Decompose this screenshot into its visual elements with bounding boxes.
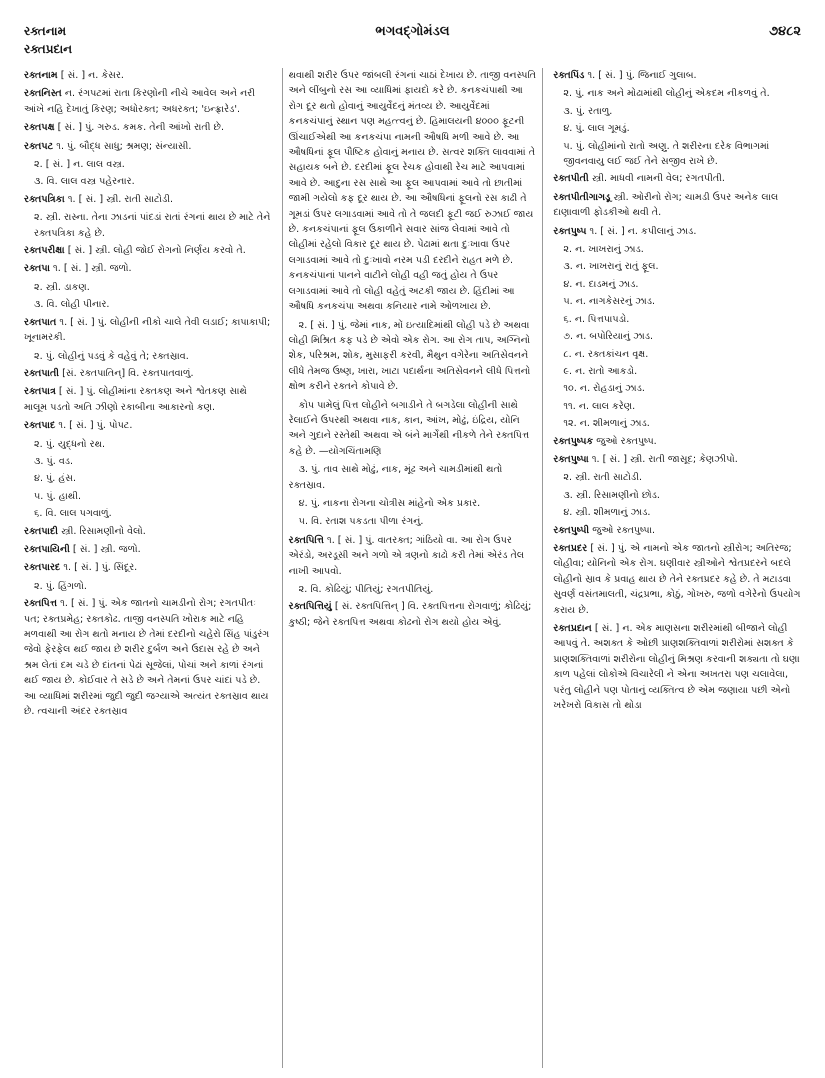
sense-paragraph: ૨. [ સં. ] પું. જેમાં નાક, મોં ઇત્યાદિમાંથી લોહી પડે છે અથવા લોહી મિશ્રિત કફ પડે છે એવો એક રોગ. આ રોગ તાપ, અગ્નિનો શેક, પરિશ્રમ, શોક, મુસાફરી કરવી, મૈથુન વગેરેના અતિસેવનને લીધે તેમજ ઉષ્ણ, ખારા, ખાટા પદાર્થના અતિસેવનને લીધે પિત્તનો ક્ષોભ કરીને રક્તને કોપાવે છે. bbox=[288, 319, 531, 393]
sense-paragraph: ૫. વિ. રતાશ પકડતા પીળા રંગનું. bbox=[298, 516, 424, 528]
headword: રક્તપાદી bbox=[24, 525, 59, 537]
entry bbox=[553, 434, 801, 449]
sense: ૧૦. ન. રોહડાનું ઝાડ. bbox=[563, 383, 645, 395]
sense: ૧૨. ન. શીમળાનું ઝાડ. bbox=[563, 418, 650, 430]
sense-paragraph: ૪. પું. નાકના રોગના ચોત્રીસ માંહેનો એક પ્રકાર. bbox=[298, 497, 481, 509]
headword: રક્તપટ bbox=[24, 140, 54, 152]
definition: ૧. પું. બૌદ્ધ સાધુ; શ્રમણ; સંન્યાસી. bbox=[56, 140, 192, 152]
definition: જુઓ રક્તપુષ્પા. bbox=[592, 524, 656, 536]
sense: ૩. પું. વડ. bbox=[34, 455, 74, 467]
sense: ૨. ન. ખાખરાનું ઝાડ. bbox=[563, 244, 644, 256]
entry bbox=[24, 384, 272, 415]
sense: ૪. ન. દાડમનું ઝાડ. bbox=[563, 278, 639, 290]
entry bbox=[553, 541, 801, 618]
sense: ૬. વિ. લાલ પગવાળું. bbox=[34, 508, 112, 520]
sense: ૫. ન. નાગકેસરનું ઝાડ. bbox=[563, 296, 656, 308]
definition: [ સં. ] સ્ત્રી. જળો. bbox=[72, 543, 141, 555]
definition: [ સં. ] ન. કેસર. bbox=[60, 70, 124, 81]
column-2 bbox=[282, 68, 544, 1068]
quotation-paragraph: કોપ પામેલું પિત્ત લોહીને બગાડીને તે બગડેલા લોહીની સાથે રેલાઈને ઉપરથી અથવા નાક, કાન, આંખ, મોઢું, ઇંદ્રિય, યોનિ અને ગુદાને રસ્તેથી અથવા એ બંને માર્ગેથી નીકળે તેને રક્તપિત્ત કહે છે. —યોગચિંતામણિ bbox=[288, 399, 530, 457]
sense: ૧૧. ન. લાલ કરેણ. bbox=[563, 400, 636, 412]
sense: ૨. [ સં. ] ન. લાલ વસ્ત્ર. bbox=[34, 159, 125, 171]
headword: રક્તપુષ્પી bbox=[553, 524, 590, 536]
sense: ૨. વિ. કોઢિયું; પીતિયું; રગતપીતિયું. bbox=[298, 584, 434, 595]
book-title: ભગવદ્ગોમંડલ bbox=[375, 24, 450, 39]
definition: ૧. [ સં. ] પું. એક જાતનો ચામડીનો રોગ; રગતપીતઃ પત; રક્તપ્રમેહ; રક્તકોઢ. તાજી વનસ્પતિ ખોરાક માટે નહિ મળવાથી આ રોગ થતો મનાય છે તેમાં દરદીનો ચહેરો સિંહ પાંડુરંગ જેવો ફેરફેલ થઈ જાય છે શરીર દુર્બળ અને ઉદાસ રહે છે અને શ્રમ લેતાં દમ ચડે છે દાંતનાં પેઢાં સૂજેલાં, પોચાં અને કાળાં રંગનાં થઈ જાય છે. કોઈવાર તે સડે છે અને તેમનાં ઉપર ચાંદાં પડે છે. આ વ્યાધિમાં શરીરમાં જુદી જુદી જગ્યાએ અત્યંત રક્તસ્રાવ થાય છે. ત્વચાની અંદર રક્તસ્રાવ bbox=[24, 598, 270, 718]
entry bbox=[289, 533, 537, 579]
headword: રક્તનામ bbox=[24, 70, 58, 81]
definition: [ સં. ] સ્ત્રી. લોહી જોઈ રોગનો નિર્ણય કરવો તે. bbox=[67, 245, 246, 257]
headword: રક્તપક્ષ bbox=[24, 122, 55, 134]
guide-word-first: રક્તનામ bbox=[24, 24, 67, 38]
sense: ૩. વિ. લાલ વસ્ત્ર પહેરનાર. bbox=[34, 176, 135, 188]
headword: રક્તપત્રિકા bbox=[24, 193, 65, 205]
headword: રક્તપાતી bbox=[24, 367, 60, 379]
headword: રક્તપિત્ત bbox=[24, 598, 58, 610]
definition: ૧. [ સં. ] સ્ત્રી. જળો. bbox=[53, 263, 132, 275]
headword: રક્તપિત્તિ bbox=[288, 534, 324, 546]
sense: ૩. સ્ત્રી. રિસામણીનો છોડ. bbox=[563, 489, 660, 501]
entry bbox=[24, 192, 272, 207]
entry bbox=[24, 261, 272, 276]
sense: ૨. પું. લોહીનું પડવું કે વહેવું તે; રક્તસ્રાવ. bbox=[34, 350, 189, 362]
sense: ૪. સ્ત્રી. શીમળાનું ઝાડ. bbox=[563, 507, 651, 519]
headword: રક્તપિત્તિયું bbox=[288, 601, 332, 613]
sense: ૯. ન. રાતો આકડો. bbox=[563, 365, 638, 377]
entry bbox=[553, 171, 801, 186]
entry bbox=[24, 315, 272, 346]
entry bbox=[24, 524, 272, 539]
headword: રક્તપાત bbox=[24, 316, 57, 328]
headword: રક્તપીતીગાગડૂ bbox=[553, 191, 611, 203]
guide-word-last: રક્તપ્રદાન bbox=[24, 42, 73, 56]
entry bbox=[24, 68, 272, 83]
page-number: ૭૪૮૨ bbox=[769, 24, 801, 39]
page-header bbox=[24, 22, 801, 66]
continuation-paragraph: થવાથી શરીર ઉપર જાંબલી રંગનાં ચાઠાં દેખાય છે. તાજી વનસ્પતિ અને લીંબુનો રસ આ વ્યાધિમાં ફાયદો કરે છે. કનકચંપાથી આ રોગ દૂર થતો હોવાનું આયુર્વેદનું મંતવ્ય છે. આયુર્વેદમાં કનકચંપાનું સ્થાન પણ મહત્ત્વનું છે. હિમાલયની ૪૦૦૦ ફૂટની ઊંચાઈએથી આ કનકચંપા નામની ઔષધિ મળી આવે છે. આ ઔષધિનાં ફૂલ પૌષ્ટિક હોવાનું મનાય છે. સત્વર શક્તિ લાવવામાં તે સહાયક બને છે. દરદીમાં ફૂલ રેચક હોવાથી રેચ માટે આપવામાં આવે છે. આદુના રસ સાથે આ ફૂલ આપવામાં આવે તો છાતીમાં જામી ગયેલો કફ દૂર થાય છે. આ ઔષધિનાં ફૂલનો રસ કાઢી તે ગૂમડાં ઉપર લગાડવામાં આવે તો તે જલદી ફૂટી જઈ રુઝાઈ જાય છે. કનકચંપાનાં ફૂલ ઉકાળીને સવાર સાંજ લેવામાં આવે તો લોહીમાં રહેલો વિકાર દૂર થાય છે. પેઢામાં થતા દુઃખાવા ઉપર લગાડવામાં આવે તો દુઃખાવો નરમ પડી દરદીને રાહત મળે છે. કનકચંપાનાં પાનને વાટીને લોહી વહી જતું હોય તે ઉપર લગાડવામાં આવે તો લોહી વહેતું અટકી જાય છે. હિંદીમાં આ ઔષધિ કનકચંપા અથવા કનિયાર નામે ઓળખાય છે. bbox=[288, 70, 537, 313]
definition: ૧. [ સં. ] પું. પોપટ. bbox=[58, 420, 133, 432]
sense: ૫. પું. લોહીમાંનો રાતો અણુ. તે શરીરના દરેક વિભાગમાં જીવનવાયુ લઈ જઈ તેને સજીવ રાખે છે. bbox=[563, 140, 770, 168]
entry bbox=[24, 596, 272, 719]
definition: સ્ત્રી. ઓરીનો રોગ; ચામડી ઉપર અનેક લાલ દાણાવાળી ફોડકીઓ થવી તે. bbox=[553, 191, 779, 219]
sense-paragraph: ૩. પું. તાવ સાથે મોઢું, નાક, મૂંઢ અને ચામડીમાંથી થતો રક્તસ્રાવ. bbox=[288, 464, 503, 491]
headword: રક્તપ્રદાન bbox=[553, 623, 592, 634]
entry bbox=[289, 599, 537, 630]
definition: ૧. [ સં. ] ન. કપીલાનું ઝાડ. bbox=[589, 225, 697, 237]
sense: ૨. સ્ત્રી. ડાકણ. bbox=[34, 281, 90, 293]
headword: રક્તપિંડ bbox=[553, 70, 585, 81]
definition: ૧. [ સં. ] સ્ત્રી. રાતી જાસૂદ; કેણઝીપો. bbox=[591, 453, 738, 465]
sense: ૮. ન. રક્તકાંચન વૃક્ષ. bbox=[563, 348, 649, 360]
sense: ૪. પું. હંસ. bbox=[34, 473, 77, 485]
entry bbox=[24, 120, 272, 135]
entry bbox=[553, 224, 801, 239]
definition: ૧. [ સં. ] પું. લોહીની નીકો ચાલે તેવી લડાઈ; કાપાકાપી; ખૂનામરકી. bbox=[24, 316, 271, 344]
entry bbox=[553, 523, 801, 538]
definition: [સં. રક્તપાતિન્] વિ. રક્તપાતવાળું. bbox=[62, 367, 194, 379]
sense: ૩. ન. ખાખરાનું રાતું ફૂલ. bbox=[563, 261, 659, 273]
entry bbox=[24, 560, 272, 575]
sense: ૬. ન. પિત્તપાપડો. bbox=[563, 313, 630, 325]
definition: સ્ત્રી. રિસામણીનો વેલો. bbox=[61, 525, 146, 537]
headword: રક્તપરીક્ષા bbox=[24, 245, 65, 257]
entry bbox=[553, 190, 801, 221]
headword: રક્તનિસ્ત bbox=[24, 88, 62, 100]
definition: જુઓ રક્તપુષ્પ. bbox=[596, 435, 657, 447]
definition: ન. રંગપટમાં રાતા કિરણોની નીચે આવેલ અને નરી આંખે નહિ દેખાતું કિરણ; અધોરક્ત; અધરક્ત; 'ઇન્ફ્રારેડ'. bbox=[24, 88, 255, 115]
dictionary-columns bbox=[24, 68, 801, 1068]
entry bbox=[24, 418, 272, 433]
entry bbox=[553, 452, 801, 467]
entry bbox=[24, 86, 272, 117]
entry bbox=[553, 621, 801, 713]
headword: રક્તપાદ bbox=[24, 420, 56, 432]
definition: સ્ત્રી. માધવી નામની વેલ; રગતપીતી. bbox=[591, 173, 725, 185]
entry bbox=[553, 68, 801, 83]
definition: ૧. [ સં. ] પું. જિનાઈ ગુલાબ. bbox=[587, 70, 697, 81]
definition: ૧. [ સં. ] પું. સિંદૂર. bbox=[63, 562, 138, 574]
definition: [ સં. ] પું. એ નામનો એક જાતનો સ્ત્રીરોગ; અતિરજ; લોહીવા; યોનિનો એક રોગ. ઘણીવાર સ્ત્રીઓને શ્વેતપ્રદરને બદલે લોહીનો સ્રાવ કે પ્રવાહ થાય છે તેને રક્તપ્રદર કહે છે. તે મટાડવા સુવર્ણ વસંતમાલતી, ચંદ્રપ્રભા, કોઠું, ગોખરુ, જળો વગેરેનો ઉપયોગ કરાય છે. bbox=[553, 542, 801, 616]
headword: રક્તપાયિની bbox=[24, 543, 70, 555]
sense: ૫. પું. હાથી. bbox=[34, 490, 82, 502]
sense: ૪. પું. લાલ ગૂમડું. bbox=[563, 123, 630, 135]
definition: ૧. [ સં. ] પું. વાતરક્ત; ગાંઠિયો વા. આ રોગ ઉપર એરંડો, અરડૂસી અને ગળો એ ત્રણનો કાઢો કરી તેમાં એરંડ તેલ નાખી આપવો. bbox=[288, 534, 525, 577]
definition: [ સં. ] ન. એક માણસના શરીરમાંથી બીજાને લોહી આપવું તે. અશક્ત કે ઓછી પ્રાણશક્તિવાળાં શરીરોમાં સશક્ત કે પ્રાણશક્તિવાળાં શરીરોના લોહીનું મિશ્રણ કરવાની શક્યતા તો ઘણા કાળ પહેલાં લોકોએ વિચારેલી ને એના અખતરા પણ ચલાવેલા, પરંતુ લોહીને પણ પોતાનું વ્યક્તિત્વ છે એમ જણાયા પછી એનો ખરેખરો વિકાસ તો થોડા bbox=[553, 623, 800, 712]
definition: [ સં. ] પું. લોહીમાંના રક્તકણ અને શ્વેતકણ સાથે માલૂમ પડતો અતિ ઝીણો રકાબીના આકારનો કણ. bbox=[24, 386, 247, 413]
headword: રક્તપા bbox=[24, 263, 50, 275]
sense: ૨. પું. નાક અને મોઢામાંથી લોહીનું એકદમ નીકળવું તે. bbox=[563, 88, 770, 100]
sense: ૨. પું. યુદ્ધનો રથ. bbox=[34, 438, 105, 450]
headword: રક્તપીતી bbox=[553, 173, 589, 185]
sense: ૨. પું. હિંગળો. bbox=[34, 580, 87, 592]
entry bbox=[24, 542, 272, 557]
headword: રક્તપુષ્પા bbox=[553, 453, 589, 465]
sense: ૨. સ્ત્રી. રાસ્ના. તેના ઝાડનાં પાંદડાં રાતાં રંગનાં થાય છે માટે તેને રક્તપત્રિકા કહે છે. bbox=[34, 212, 271, 239]
headword: રક્તપારદ bbox=[24, 562, 61, 574]
column-3 bbox=[553, 68, 801, 1068]
entry bbox=[24, 243, 272, 258]
headword: રક્તપુષ્પક bbox=[553, 435, 594, 447]
sense: ૩. પું. રતાળુ. bbox=[563, 105, 613, 117]
entry bbox=[24, 366, 272, 381]
sense: ૨. સ્ત્રી. રાતી સાટોડી. bbox=[563, 472, 642, 484]
entry bbox=[24, 139, 272, 154]
definition: ૧. [ સં. ] સ્ત્રી. રાતી સાટોડી. bbox=[67, 193, 174, 205]
headword: રક્તપુષ્પ bbox=[553, 225, 587, 237]
headword: રક્તપ્રદર bbox=[553, 542, 588, 554]
headword: રક્તપાત્ર bbox=[24, 386, 56, 398]
sense: ૩. વિ. લોહી પીનાર. bbox=[34, 299, 110, 311]
sense: ૭. ન. બપોરિયાનું ઝાડ. bbox=[563, 331, 654, 343]
definition: [ સં. રક્તપિત્તિન્ ] વિ. રક્તપિત્તના રોગવાળું; કોઢિયું; કુષ્ઠી; જેને રક્તપિત્ત અથવા કોઢનો રોગ થયો હોય એવું. bbox=[288, 601, 532, 628]
definition: [ સં. ] પું. ગરુડ. કમક. તેની આંખો રાતી છે. bbox=[57, 122, 224, 134]
column-1 bbox=[24, 68, 272, 1068]
